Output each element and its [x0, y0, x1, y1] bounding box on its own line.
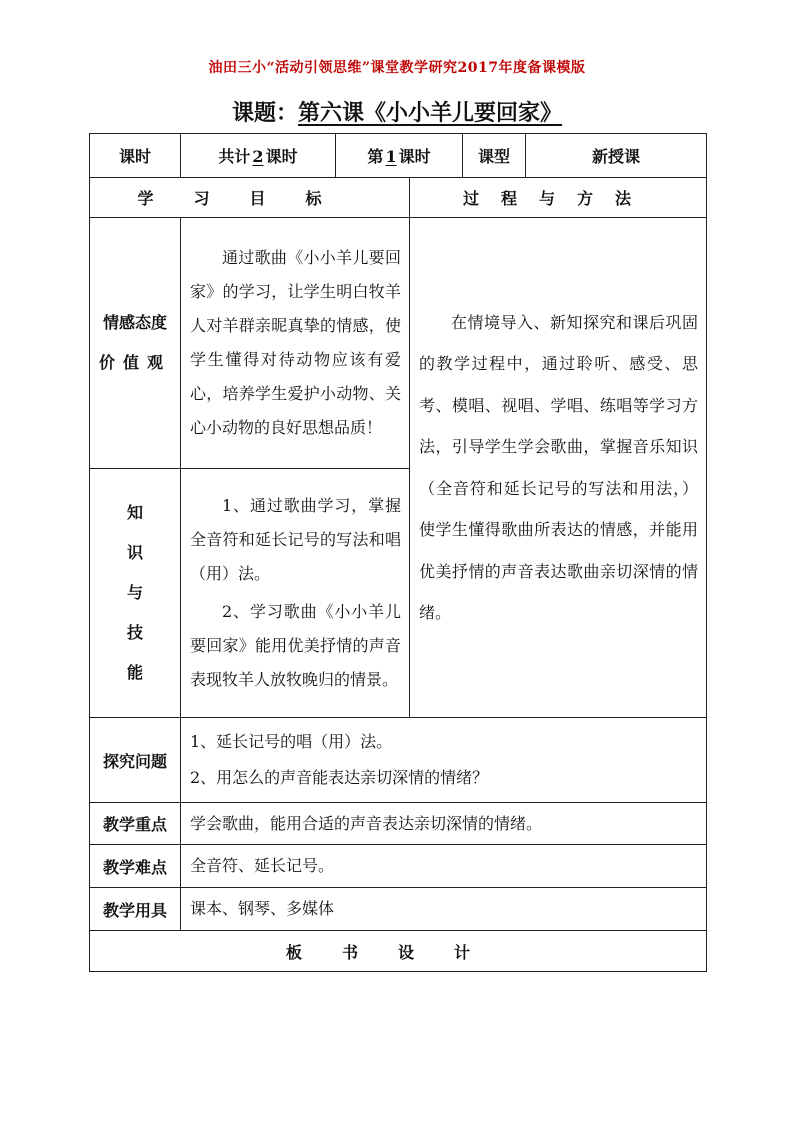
tools-label-cell: 教学用具	[90, 888, 181, 931]
emotion-label-line2: 价值观	[98, 353, 171, 372]
explore-label-cell: 探究问题	[90, 718, 181, 803]
difficulty-label-cell: 教学难点	[90, 845, 181, 888]
total-value: 2	[252, 147, 264, 166]
current-suffix: 课时	[398, 147, 431, 166]
emotion-text-cell	[181, 218, 410, 469]
explore-item1: 1、延长记号的唱（用）法。	[190, 732, 393, 751]
knowledge-label-line1: 知识	[126, 503, 173, 562]
title-value: 第六课《小小羊儿要回家》	[298, 100, 563, 126]
process-text-cell	[410, 218, 707, 718]
total-hours-cell	[181, 134, 336, 178]
knowledge-label-line3: 技能	[126, 623, 173, 682]
process-header: 过程与方法	[410, 178, 707, 218]
process-text: 在情境导入、新知探究和课后巩固的教学过程中，通过聆听、感受、思考、模唱、视唱、学唱、练唱等学习方法，引导学生学会歌曲，掌握音乐知识（全音符和延长记号的写法和用法，）使学生懂得歌曲所表达的情感，并能用优美抒情的声音表达歌曲亲切深情的情绪。	[419, 312, 699, 622]
emotion-label-line1: 情感态度	[102, 313, 167, 332]
keshi-label-cell: 课时	[90, 134, 181, 178]
board-design-header: 板书设计	[90, 931, 707, 972]
total-prefix: 共计	[218, 147, 251, 166]
title-label: 课题：	[231, 100, 298, 126]
lesson-title	[0, 96, 794, 127]
page-header: 油田三小“活动引领思维”课堂教学研究2017年度备课模版	[208, 60, 586, 76]
tools-text-cell: 课本、钢琴、多媒体	[181, 888, 707, 931]
current-prefix: 第	[367, 147, 384, 166]
total-suffix: 课时	[265, 147, 298, 166]
keypoint-label-cell: 教学重点	[90, 803, 181, 845]
explore-text-cell	[181, 718, 707, 803]
knowledge-item1: 1、通过歌曲学习，掌握全音符和延长记号的写法和唱（用）法。	[190, 496, 401, 583]
current-value: 1	[385, 147, 397, 166]
knowledge-text-cell	[181, 469, 410, 718]
difficulty-text-cell: 全音符、延长记号。	[181, 845, 707, 888]
current-hour-cell	[336, 134, 463, 178]
keypoint-text-cell: 学会歌曲，能用合适的声音表达亲切深情的情绪。	[181, 803, 707, 845]
knowledge-label-line2: 与	[126, 583, 143, 602]
emotion-text: 通过歌曲《小小羊儿要回家》的学习，让学生明白牧羊人对羊群亲昵真挚的情感，使学生懂得对待动物应该有爱心，培养学生爱护小动物、关心小动物的良好思想品质！	[190, 248, 401, 437]
emotion-label-cell	[90, 218, 181, 469]
knowledge-label-cell	[90, 469, 181, 718]
goals-header: 学习目标	[90, 178, 410, 218]
lesson-plan-table	[89, 133, 707, 972]
explore-item2: 2、用怎么的声音能表达亲切深情的情绪？	[190, 768, 489, 787]
type-value-cell: 新授课	[526, 134, 707, 178]
type-label-cell: 课型	[463, 134, 526, 178]
knowledge-item2: 2、学习歌曲《小小羊儿要回家》能用优美抒情的声音表现牧羊人放牧晚归的情景。	[190, 602, 401, 689]
